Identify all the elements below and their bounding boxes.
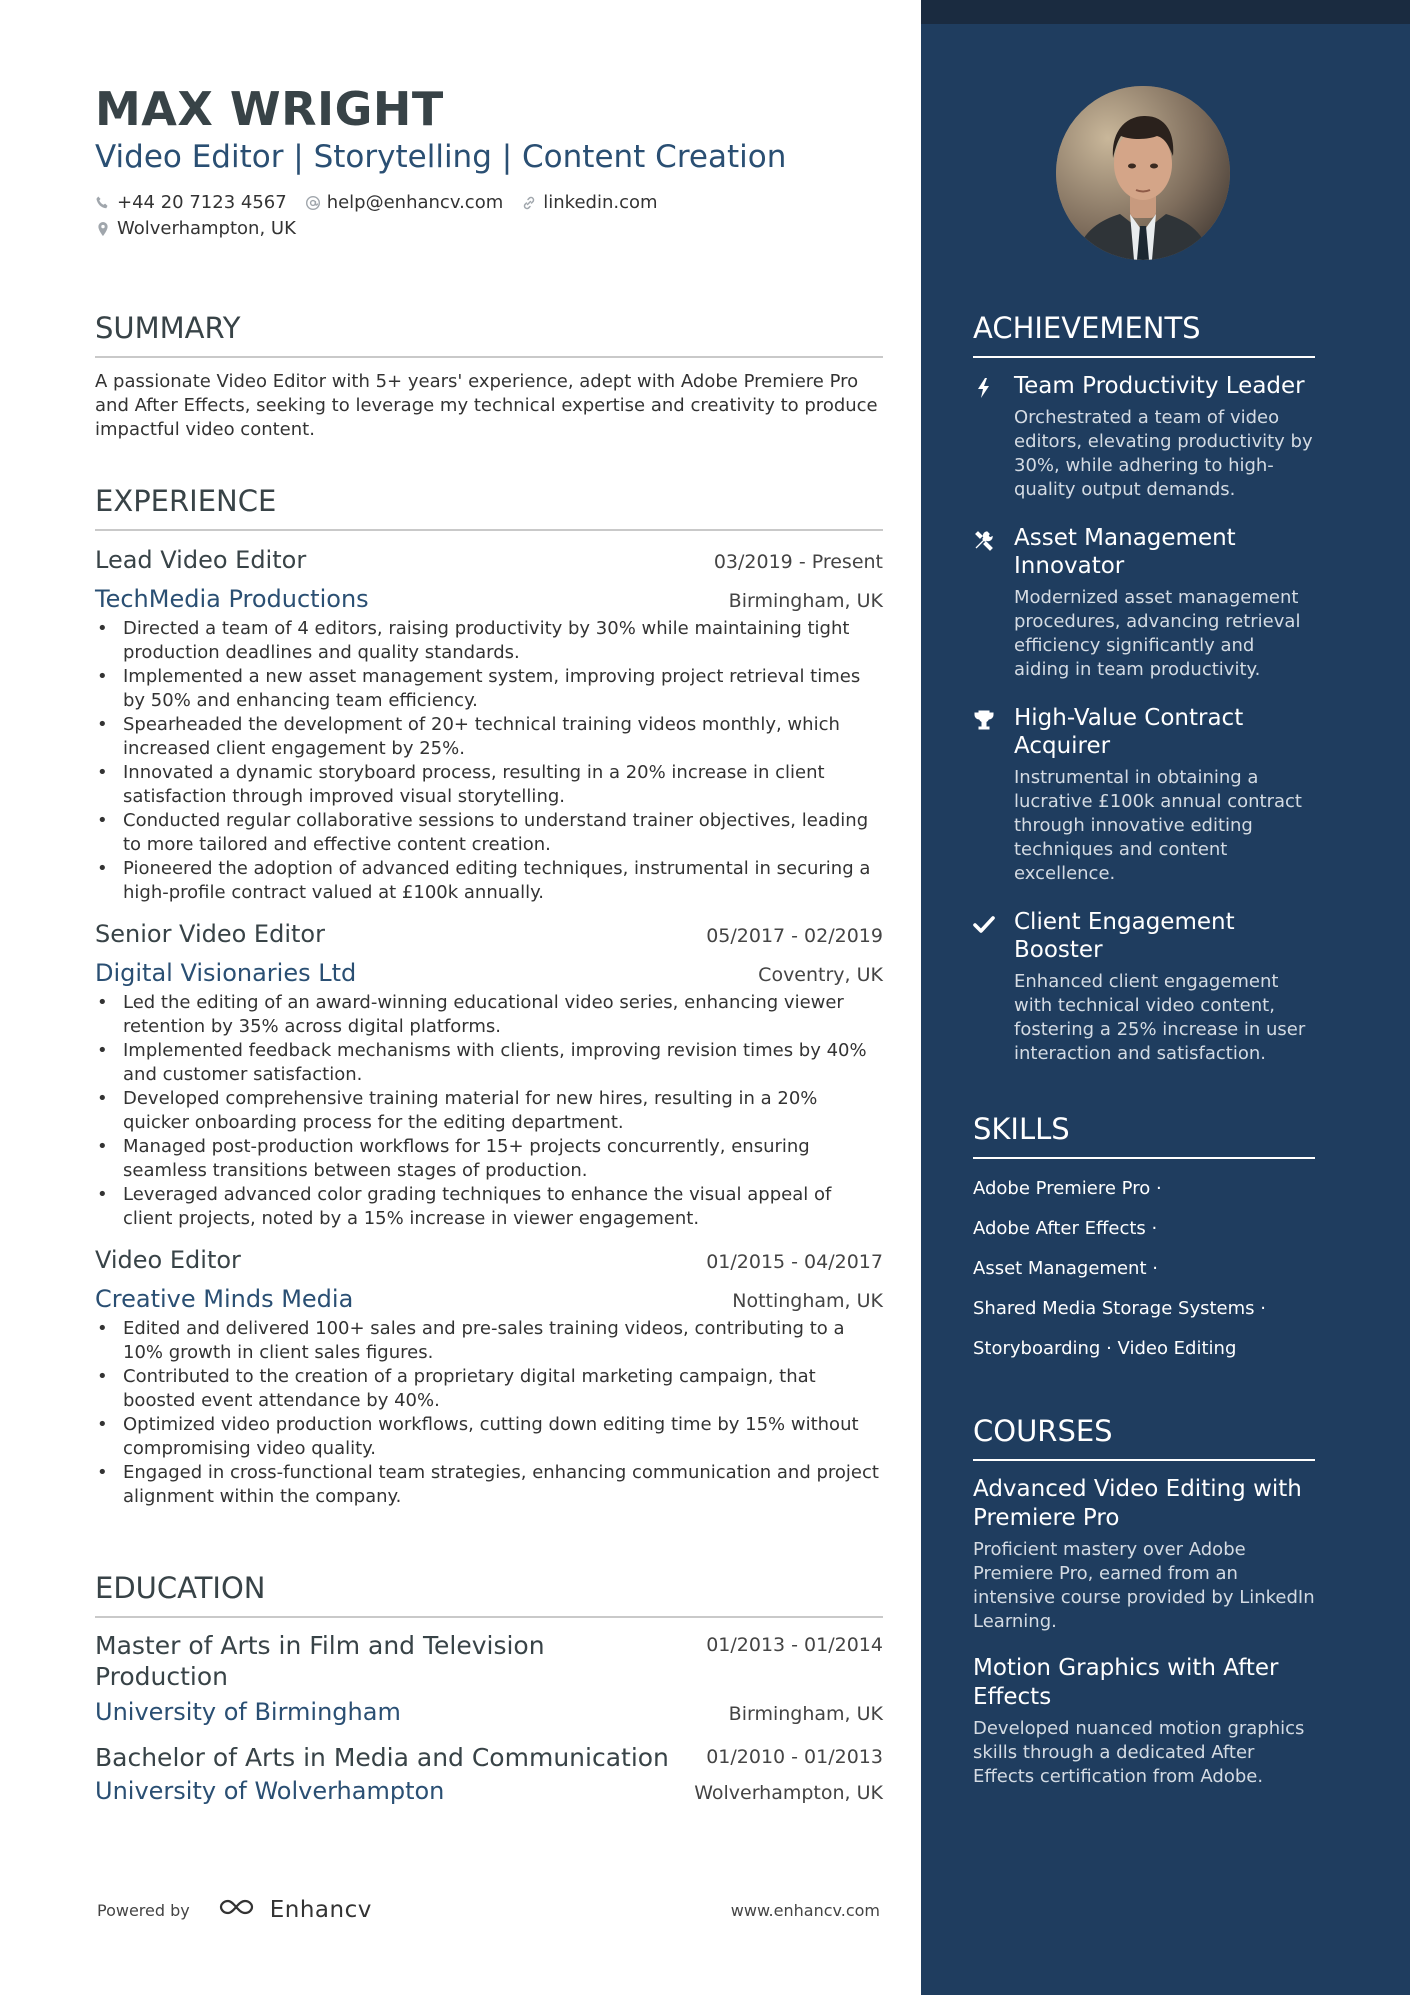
- achievement-desc: Modernized asset management procedures, advancing retrieval efficiency significantly and aiding in team productivity.: [1014, 587, 1301, 680]
- education-entry: [95, 1630, 883, 1728]
- footer: [97, 1895, 880, 1925]
- list-item: • Developed comprehensive training material for new hires, resulting in a 20% quicker onboarding process for the editing department.: [95, 1087, 883, 1135]
- avatar: [1056, 86, 1230, 260]
- school-name: University of Wolverhampton: [95, 1777, 445, 1805]
- achievement-title: Team Productivity Leader: [1014, 373, 1305, 399]
- course-item: [973, 1475, 1315, 1634]
- summary-section: [95, 310, 883, 442]
- contact-location: Wolverhampton, UK: [95, 216, 296, 242]
- list-item: • Edited and delivered 100+ sales and pre-sales training videos, contributing to a 10% growth in client sales figures.: [95, 1317, 883, 1365]
- course-desc: Developed nuanced motion graphics skills through a dedicated After Effects certification from Adobe.: [973, 1718, 1305, 1787]
- achievement-item: [973, 704, 1315, 886]
- list-item: • Conducted regular collaborative sessions to understand trainer objectives, leading to more tailored and effective content creation.: [95, 809, 883, 857]
- education-entry: [95, 1742, 883, 1807]
- infinity-logo-icon: [216, 1895, 262, 1925]
- job-entry: [95, 1243, 883, 1509]
- section-title: COURSES: [973, 1413, 1315, 1461]
- job-location: Coventry, UK: [758, 964, 883, 986]
- section-title: EXPERIENCE: [95, 483, 883, 531]
- course-title: Motion Graphics with After Effects: [973, 1655, 1279, 1710]
- tools-icon: [973, 529, 997, 553]
- achievement-desc: Instrumental in obtaining a lucrative £100k annual contract through innovative editing techniques and content excellence.: [1014, 767, 1302, 884]
- achievement-item: [973, 908, 1315, 1066]
- candidate-tagline: Video Editor | Storytelling | Content Creation: [95, 139, 787, 175]
- school-location: Wolverhampton, UK: [694, 1782, 883, 1804]
- powered-by: [97, 1895, 372, 1925]
- bolt-icon: [973, 377, 997, 401]
- powered-by-label: Powered by: [97, 1900, 190, 1920]
- school-name: University of Birmingham: [95, 1698, 401, 1726]
- list-item: • Innovated a dynamic storyboard process, resulting in a 20% increase in client satisfaction through improved visual storytelling.: [95, 761, 883, 809]
- location-pin-icon: [95, 221, 111, 237]
- contact-phone: +44 20 7123 4567: [95, 190, 287, 216]
- job-entry: [95, 917, 883, 1231]
- skill-row: Asset Management ·: [973, 1258, 1158, 1279]
- education-dates: 01/2013 - 01/2014: [706, 1634, 883, 1656]
- skill-row: Shared Media Storage Systems ·: [973, 1298, 1266, 1319]
- achievement-desc: Enhanced client engagement with technical video content, fostering a 25% increase in user interaction and satisfaction.: [1014, 971, 1306, 1064]
- job-title: Senior Video Editor: [95, 920, 325, 948]
- course-item: [973, 1654, 1315, 1789]
- job-bullets: [95, 991, 883, 1231]
- skills-section: [973, 1111, 1315, 1369]
- section-title: EDUCATION: [95, 1570, 883, 1618]
- education-section: [95, 1570, 883, 1807]
- achievement-title: Asset Management Innovator: [1014, 525, 1236, 579]
- list-item: • Implemented a new asset management system, improving project retrieval times by 50% and enhancing team efficiency.: [95, 665, 883, 713]
- achievement-item: [973, 372, 1315, 502]
- degree-title: Bachelor of Arts in Media and Communication: [95, 1743, 669, 1772]
- section-title: SUMMARY: [95, 310, 883, 358]
- phone-icon: [95, 195, 111, 211]
- list-item: • Engaged in cross-functional team strategies, enhancing communication and project alignment within the company.: [95, 1461, 883, 1509]
- job-company: Creative Minds Media: [95, 1285, 354, 1313]
- skills-list: [973, 1169, 1315, 1369]
- candidate-name: MAX WRIGHT: [95, 82, 444, 136]
- list-item: • Leveraged advanced color grading techniques to enhance the visual appeal of client projects, noted by a 15% increase in viewer engagement.: [95, 1183, 883, 1231]
- job-title: Video Editor: [95, 1246, 241, 1274]
- contact-info: [95, 190, 883, 242]
- achievements-section: [973, 310, 1315, 1066]
- skill-row: Storyboarding · Video Editing: [973, 1338, 1237, 1359]
- achievement-item: [973, 524, 1315, 682]
- job-dates: 01/2015 - 04/2017: [706, 1251, 883, 1273]
- contact-linkedin[interactable]: linkedin.com: [521, 190, 657, 216]
- course-desc: Proficient mastery over Adobe Premiere Pro, earned from an intensive course provided by LinkedIn Learning.: [973, 1539, 1315, 1632]
- list-item: • Spearheaded the development of 20+ technical training videos monthly, which increased client engagement by 25%.: [95, 713, 883, 761]
- website-link[interactable]: www.enhancv.com: [730, 1900, 880, 1920]
- achievement-title: Client Engagement Booster: [1014, 909, 1235, 963]
- job-title: Lead Video Editor: [95, 546, 307, 574]
- list-item: • Implemented feedback mechanisms with clients, improving revision times by 40% and customer satisfaction.: [95, 1039, 883, 1087]
- skill-row: Adobe Premiere Pro ·: [973, 1178, 1162, 1199]
- link-icon: [521, 195, 537, 211]
- list-item: • Directed a team of 4 editors, raising productivity by 30% while maintaining tight production deadlines and quality standards.: [95, 617, 883, 665]
- at-icon: [305, 195, 321, 211]
- list-item: • Managed post-production workflows for 15+ projects concurrently, ensuring seamless transitions between stages of production.: [95, 1135, 883, 1183]
- courses-section: [973, 1413, 1315, 1789]
- degree-title: Master of Arts in Film and Television Production: [95, 1631, 545, 1691]
- school-location: Birmingham, UK: [728, 1703, 883, 1725]
- list-item: • Led the editing of an award-winning educational video series, enhancing viewer retention by 35% across digital platforms.: [95, 991, 883, 1039]
- sidebar-top-band: [921, 0, 1410, 24]
- job-dates: 03/2019 - Present: [713, 551, 883, 573]
- achievement-title: High-Value Contract Acquirer: [1014, 705, 1244, 759]
- section-title: SKILLS: [973, 1111, 1315, 1159]
- job-dates: 05/2017 - 02/2019: [706, 925, 883, 947]
- trophy-icon: [973, 709, 997, 733]
- job-bullets: [95, 617, 883, 905]
- education-dates: 01/2010 - 01/2013: [706, 1746, 883, 1768]
- list-item: • Pioneered the adoption of advanced editing techniques, instrumental in securing a high-profile contract valued at £100k annually.: [95, 857, 883, 905]
- job-location: Nottingham, UK: [732, 1290, 883, 1312]
- job-company: TechMedia Productions: [95, 585, 369, 613]
- contact-email[interactable]: help@enhancv.com: [305, 190, 504, 216]
- job-company: Digital Visionaries Ltd: [95, 959, 357, 987]
- summary-text: A passionate Video Editor with 5+ years' experience, adept with Adobe Premiere Pro and After Effects, seeking to leverage my technical expertise and creativity to produce impactful video content.: [95, 371, 878, 440]
- achievement-desc: Orchestrated a team of video editors, elevating productivity by 30%, while adhering to high-quality output demands.: [1014, 407, 1313, 500]
- job-bullets: [95, 1317, 883, 1509]
- skill-row: Adobe After Effects ·: [973, 1218, 1158, 1239]
- experience-section: [95, 483, 883, 1509]
- check-icon: [973, 913, 997, 937]
- job-location: Birmingham, UK: [728, 590, 883, 612]
- sidebar: [921, 0, 1410, 1995]
- job-entry: [95, 543, 883, 905]
- list-item: • Contributed to the creation of a proprietary digital marketing campaign, that boosted event attendance by 40%.: [95, 1365, 883, 1413]
- enhancv-logo[interactable]: [216, 1895, 372, 1925]
- section-title: ACHIEVEMENTS: [973, 310, 1315, 358]
- resume-header: [95, 82, 883, 242]
- list-item: • Optimized video production workflows, cutting down editing time by 15% without compromising video quality.: [95, 1413, 883, 1461]
- course-title: Advanced Video Editing with Premiere Pro: [973, 1476, 1302, 1531]
- brand-name: Enhancv: [269, 1897, 372, 1923]
